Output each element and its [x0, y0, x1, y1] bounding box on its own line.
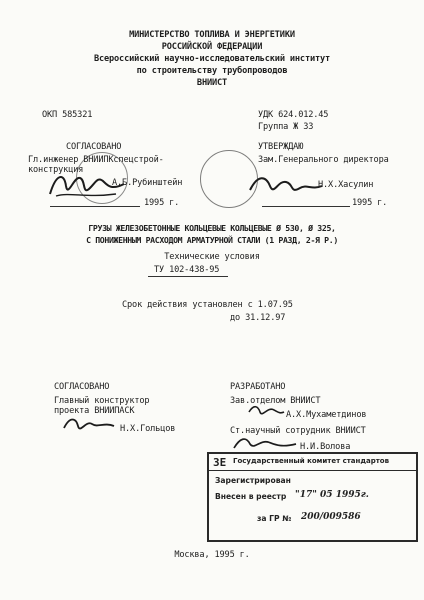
stamp-registered: Зарегистрирован: [215, 476, 291, 485]
agreed-date-line: [50, 206, 140, 207]
developer1-signature-icon: [246, 402, 286, 420]
tu-number: ТУ 102-438-95: [154, 265, 220, 275]
developer1-name: А.Х.Мухаметдинов: [286, 410, 367, 420]
approved-name: Н.Х.Хасулин: [318, 180, 374, 190]
stamp-org: Государственный комитет стандартов: [233, 457, 390, 465]
doc-title-line1: ГРУЗЫ ЖЕЛЕЗОБЕТОННЫЕ КОЛЬЦЕВЫЕ КОЛЬЦЕВЫЕ Ø 530, Ø 325,: [88, 223, 336, 233]
stamp-logo-icon: ЗЕ: [213, 456, 227, 469]
agreed-year: 1995 г.: [144, 198, 180, 208]
approved-title: УТВЕРЖДАЮ: [258, 142, 304, 152]
agreed-title: СОГЛАСОВАНО: [66, 142, 122, 152]
agreed-role-line2: конструкция: [28, 165, 84, 175]
developer2-signature-icon: [230, 434, 300, 454]
developed-title: РАЗРАБОТАНО: [230, 382, 286, 392]
agreed-name: А.Б.Рубинштейн: [112, 178, 183, 188]
validity-from: Срок действия установлен с 1.07.95: [122, 300, 293, 310]
stamp-entered-label: Внесен в реестр: [215, 492, 287, 501]
developer2-role: Ст.научный сотрудник ВНИИСТ: [230, 426, 366, 436]
doc-title-line2: С ПОНИЖЕННЫМ РАСХОДОМ АРМАТУРНОЙ СТАЛИ (1 РАЗД, 2-Я Р.): [86, 235, 338, 245]
institute-line2: по строительству трубопроводов: [136, 66, 288, 76]
bottom-agreed-signature-icon: [60, 414, 118, 438]
developer1-role: Зав.отделом ВНИИСТ: [230, 396, 321, 406]
tu-underline: [148, 276, 228, 277]
stamp-entered-date: "17" 05 1995г.: [295, 490, 369, 500]
approved-date-line: [262, 206, 350, 207]
approved-year: 1995 г.: [352, 198, 388, 208]
bottom-agreed-name: Н.Х.Гольцов: [120, 424, 176, 434]
stamp-header: [209, 454, 416, 471]
approved-role: Зам.Генерального директора: [258, 155, 389, 165]
developer2-name: Н.И.Волова: [300, 442, 351, 452]
stamp-gr-label: за ГР №: [257, 514, 292, 523]
federation-title: РОССИЙСКОЙ ФЕДЕРАЦИИ: [161, 42, 263, 52]
doc-subtitle: Технические условия: [164, 252, 260, 262]
udk-code: УДК 624.012.45: [258, 110, 329, 120]
registration-stamp: [207, 452, 418, 542]
bottom-agreed-title: СОГЛАСОВАНО: [54, 382, 110, 392]
group-code: Группа Ж 33: [258, 122, 314, 132]
okp-code: ОКП 585321: [42, 110, 93, 120]
round-seal-left-icon: [76, 152, 128, 204]
ministry-title: МИНИСТЕРСТВО ТОПЛИВА И ЭНЕРГЕТИКИ: [129, 30, 295, 40]
agreed-role-line1: Гл.инженер ВНИИПКспецстрой-: [28, 155, 164, 165]
footer-city-year: Москва, 1995 г.: [174, 550, 250, 560]
round-seal-right-icon: [200, 150, 258, 208]
institute-line1: Всероссийский научно-исследовательский институт: [93, 54, 331, 64]
bottom-agreed-role-line2: проекта ВНИИПАСК: [54, 406, 135, 416]
institute-abbr: ВНИИСТ: [196, 78, 228, 88]
stamp-gr-number: 200/009586: [301, 512, 361, 522]
approved-signature-icon: [246, 170, 326, 202]
validity-to: до 31.12.97: [230, 313, 286, 323]
bottom-agreed-role-line1: Главный конструктор: [54, 396, 150, 406]
